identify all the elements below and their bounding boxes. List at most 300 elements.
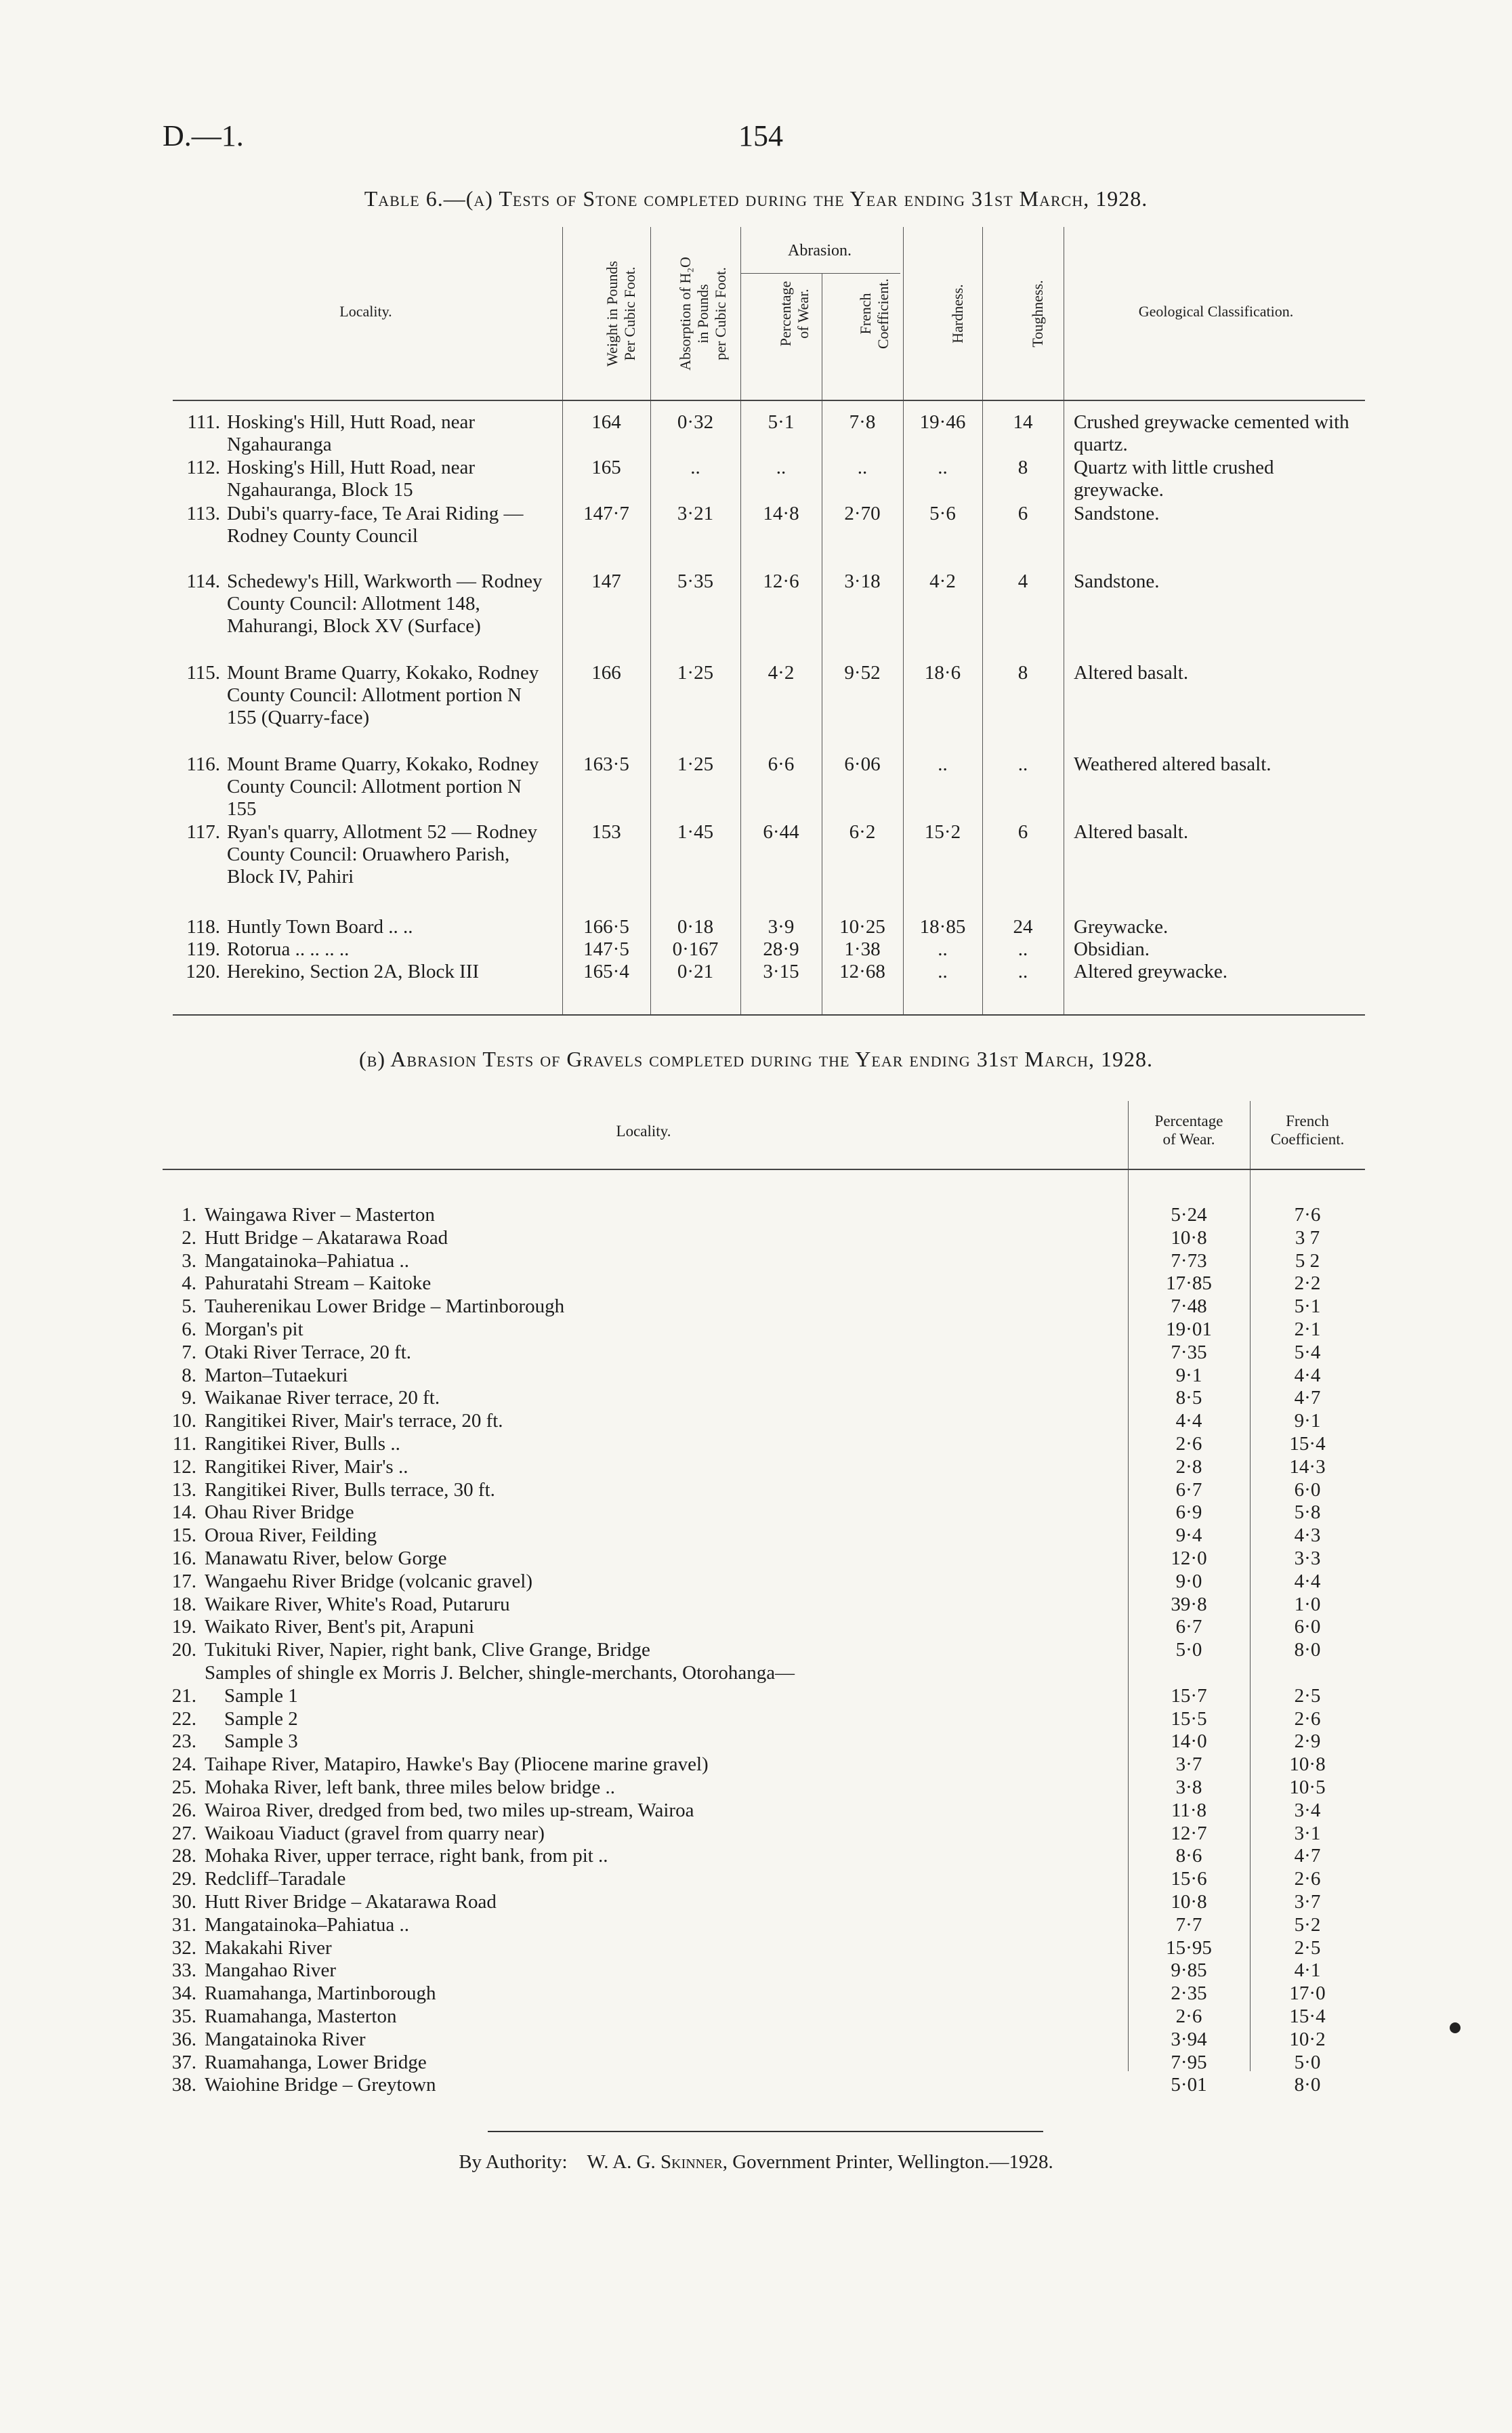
row-number: 19. [171,1616,196,1638]
toughness-cell: 14 [1013,411,1033,433]
row-number: 11. [172,1433,196,1455]
row-number: 6. [182,1318,196,1340]
percentage-wear-cell: 10·8 [1171,1891,1207,1913]
french-coefficient-cell: 6·0 [1294,1478,1321,1501]
french-cell: 10·25 [839,916,885,938]
french-coefficient-cell: 5 2 [1295,1249,1320,1272]
absorption-cell: 3·21 [677,503,714,524]
row-number: 113. [186,503,220,524]
row-number: 10. [171,1410,196,1432]
french-coefficient-cell: 5·8 [1294,1501,1321,1524]
percentage-wear-cell: 9·85 [1171,1959,1207,1982]
row-number: 15. [171,1524,196,1547]
row-number: 112. [186,457,220,478]
percentage-wear-cell: 10·8 [1171,1226,1207,1249]
row-number: 115. [186,662,220,684]
hardness-cell: .. [938,457,948,478]
locality-text: Herekino, Section 2A, Block III [227,961,480,982]
table-row [163,1982,1365,2005]
french-coefficient-cell: 2·6 [1294,1868,1321,1890]
table-row [163,1204,1365,1226]
geology-cell: Altered basalt. [1074,821,1189,843]
locality-cell: Waikato River, Bent's pit, Arapuni [205,1616,474,1638]
row-number: 2. [182,1226,196,1249]
row-number: 7. [182,1341,196,1363]
locality-cell: Mohaka River, upper terrace, right bank, from pit .. [205,1845,608,1867]
hardness-cell: 18·85 [919,916,966,938]
col-percentage-wear: Percentage of Wear. [777,280,812,347]
percentage-wear-cell: 9·4 [1175,1524,1202,1547]
table-row [163,1250,1365,1272]
table-row [163,1730,1365,1753]
french-coefficient-cell: 5·2 [1294,1913,1321,1936]
percentage-wear-cell: 3·7 [1175,1753,1202,1776]
weight-cell: 147·7 [583,503,629,524]
gravel-tests-table [163,1101,1365,2096]
french-coefficient-cell: 9·1 [1294,1410,1321,1432]
wear-cell: 14·8 [763,503,799,524]
percentage-wear-cell: 14·0 [1171,1730,1207,1753]
locality-cell: Tukituki River, Napier, right bank, Clive Grange, Bridge [205,1639,650,1661]
french-coefficient-cell: 3·1 [1294,1822,1321,1844]
row-number: 28. [171,1845,196,1867]
percentage-wear-cell: 2·6 [1175,1433,1202,1455]
row-number: 26. [171,1799,196,1821]
geology-cell: Altered greywacke. [1074,961,1228,982]
locality-cell: Hutt River Bridge – Akatarawa Road [205,1891,497,1913]
locality-cell: Mangahao River [205,1959,337,1982]
table-a-caption: Table 6.—(a) Tests of Stone completed during the Year ending 31st March, 1928. [364,186,1148,211]
weight-cell: 147 [591,570,621,592]
table-row [163,1685,1365,1707]
toughness-cell: 8 [1017,662,1028,684]
geology-cell: Crushed greywacke cemented with quartz. [1074,411,1349,455]
col-percentage-wear: Percentage of Wear. [1154,1112,1223,1148]
table-row [163,2052,1365,2074]
percentage-wear-cell: 7·95 [1171,2051,1207,2073]
french-coefficient-cell: 5·0 [1294,2051,1321,2073]
table-row [163,1959,1365,1982]
percentage-wear-cell: 15·95 [1166,1936,1212,1959]
weight-cell: 166 [591,662,621,684]
table-row [163,1365,1365,1387]
table-row [163,1776,1365,1799]
table-subheading [163,1662,1365,1684]
french-coefficient-cell: 2·2 [1294,1272,1321,1295]
stone-tests-body [173,401,1365,1016]
french-coefficient-cell: 15·4 [1289,2005,1326,2027]
french-cell: 6·06 [844,753,881,775]
percentage-wear-cell: 12·7 [1171,1822,1207,1844]
toughness-cell: 6 [1017,821,1028,843]
table-row [163,1868,1365,1890]
locality-cell: Tauherenikau Lower Bridge – Martinborough [205,1295,565,1318]
table-row [163,1891,1365,1913]
row-number: 32. [171,1936,196,1959]
wear-cell: 3·9 [768,916,795,938]
french-coefficient-cell: 2·1 [1294,1318,1321,1340]
wear-cell: 28·9 [763,938,799,960]
french-coefficient-cell: 4·4 [1294,1570,1321,1592]
row-number: 30. [171,1891,196,1913]
french-coefficient-cell: 3·3 [1294,1547,1321,1569]
table-row [163,1342,1365,1364]
locality-text: Mount Brame Quarry, Kokako, Rodney County Council: Allotment portion N 155 [227,753,539,820]
col-weight: Weight in Pounds Per Cubic Foot. [604,261,638,367]
percentage-wear-cell: 6·7 [1175,1478,1202,1501]
percentage-wear-cell: 7·7 [1175,1913,1202,1936]
percentage-wear-cell: 5·01 [1171,2074,1207,2096]
french-coefficient-cell: 14·3 [1289,1455,1326,1478]
locality-cell: Sample 1 [205,1684,298,1707]
percentage-wear-cell: 3·94 [1171,2028,1207,2050]
percentage-wear-cell: 15·6 [1171,1868,1207,1890]
row-number: 114. [186,570,220,592]
row-number: 23. [171,1730,196,1753]
percentage-wear-cell: 4·4 [1175,1410,1202,1432]
stone-tests-header [173,227,1365,401]
weight-cell: 147·5 [583,938,629,960]
hardness-cell: .. [938,753,948,775]
locality-cell: Waingawa River – Masterton [205,1204,435,1226]
locality-cell: Rangitikei River, Mair's .. [205,1455,408,1478]
percentage-wear-cell: 12·0 [1171,1547,1207,1569]
printer-imprint [0,2151,1512,2174]
french-coefficient-cell: 2·9 [1294,1730,1321,1753]
locality-text: Huntly Town Board .. .. [227,916,413,938]
french-coefficient-cell: 4·1 [1294,1959,1321,1982]
locality-cell: Sample 3 [205,1730,298,1753]
absorption-cell: 5·35 [677,570,714,592]
french-coefficient-cell: 3·7 [1294,1891,1321,1913]
percentage-wear-cell: 7·73 [1171,1249,1207,1272]
table-row [163,1227,1365,1249]
french-coefficient-cell: 8·0 [1294,1639,1321,1661]
geology-cell: Quartz with little crushed greywacke. [1074,457,1274,501]
percentage-wear-cell: 17·85 [1166,1272,1212,1295]
row-number: 9. [182,1387,196,1409]
row-number: 20. [171,1639,196,1661]
percentage-wear-cell: 8·5 [1175,1387,1202,1409]
french-coefficient-cell: 7·6 [1294,1204,1321,1226]
hardness-cell: 15·2 [924,821,961,843]
table-row [163,1937,1365,1959]
hardness-cell: 19·46 [919,411,966,433]
locality-cell: Waikanae River terrace, 20 ft. [205,1387,440,1409]
locality-cell: Oroua River, Feilding [205,1524,377,1547]
row-number: 12. [171,1455,196,1478]
row-number: 111. [187,411,220,433]
page-number: 154 [738,119,783,152]
row-number: 16. [171,1547,196,1569]
row-number: 4. [182,1272,196,1295]
absorption-cell: 1·45 [677,821,714,843]
toughness-cell: .. [1017,961,1028,982]
table-row [163,1616,1365,1638]
french-coefficient-cell: 10·8 [1289,1753,1326,1776]
stone-tests-table [173,227,1365,1016]
absorption-cell: 1·25 [677,753,714,775]
imprint-suffix: , Government Printer, Wellington.—1928. [722,2151,1053,2173]
document-code: D.—1. [163,119,244,152]
table-row [163,2074,1365,2096]
absorption-cell: 1·25 [677,662,714,684]
french-cell: 1·38 [844,938,881,960]
col-toughness: Toughness. [1029,280,1046,348]
percentage-wear-cell: 7·35 [1171,1341,1207,1363]
french-coefficient-cell: 4·7 [1294,1845,1321,1867]
locality-cell: Rangitikei River, Bulls .. [205,1433,400,1455]
french-coefficient-cell: 3·4 [1294,1799,1321,1821]
weight-cell: 166·5 [583,916,629,938]
printer-name: W. A. G. Skinner [587,2151,723,2173]
row-number: 18. [171,1593,196,1615]
table-row [163,1547,1365,1570]
row-number: 37. [171,2051,196,2073]
weight-cell: 164 [591,411,621,433]
french-coefficient-cell: 5·1 [1294,1295,1321,1318]
table-row [163,1914,1365,1936]
geology-cell: Sandstone. [1074,503,1160,524]
locality-text: Mount Brame Quarry, Kokako, Rodney County Council: Allotment portion N 155 (Quarry-face) [227,662,539,728]
locality-cell: Ruamahanga, Lower Bridge [205,2051,427,2073]
table-row [163,1845,1365,1867]
locality-cell: Waikoau Viaduct (gravel from quarry near) [205,1822,545,1844]
gravel-tests-header [163,1101,1365,1170]
absorption-cell: 0·18 [677,916,714,938]
locality-cell: Rangitikei River, Bulls terrace, 30 ft. [205,1478,495,1501]
table-row [163,1479,1365,1501]
table-row [163,1318,1365,1341]
row-number: 22. [171,1707,196,1730]
margin-dot [1450,2022,1461,2033]
page-header [163,119,1362,159]
geology-cell: Greywacke. [1074,916,1169,938]
table-row [163,1295,1365,1318]
col-french-coefficient: French Coefficient. [857,278,891,350]
wear-cell: 5·1 [768,411,795,433]
percentage-wear-cell: 15·5 [1171,1707,1207,1730]
french-coefficient-cell: 3 7 [1295,1226,1320,1249]
row-number: 36. [171,2028,196,2050]
table-row [163,2005,1365,2028]
locality-cell: Wairoa River, dredged from bed, two miles up-stream, Wairoa [205,1799,694,1821]
col-abrasion: Abrasion. [788,242,852,259]
locality-cell: Waikare River, White's Road, Putaruru [205,1593,510,1615]
wear-cell: .. [776,457,786,478]
weight-cell: 165 [591,457,621,478]
hardness-cell: 4·2 [929,570,956,592]
french-coefficient-cell: 1·0 [1294,1593,1321,1615]
percentage-wear-cell: 6·9 [1175,1501,1202,1524]
table-row [163,1708,1365,1730]
locality-cell: Mangatainoka River [205,2028,366,2050]
row-number: 35. [171,2005,196,2027]
locality-text: Schedewy's Hill, Warkworth — Rodney County Council: Allotment 148, Mahurangi, Block XV (Surface) [227,570,543,637]
col-locality: Locality. [616,1123,671,1140]
locality-cell: Wangaehu River Bridge (volcanic gravel) [205,1570,533,1592]
locality-cell: Manawatu River, below Gorge [205,1547,447,1569]
row-number: 34. [171,1982,196,2005]
locality-cell: Morgan's pit [205,1318,303,1340]
wear-cell: 12·6 [763,570,799,592]
hardness-cell: .. [938,938,948,960]
percentage-wear-cell: 2·35 [1171,1982,1207,2005]
percentage-wear-cell: 2·8 [1175,1455,1202,1478]
table-row [163,1524,1365,1547]
locality-text: Hosking's Hill, Hutt Road, near Ngahauranga [227,411,476,455]
table-row [163,1753,1365,1776]
french-coefficient-cell: 10·5 [1289,1776,1326,1798]
geology-cell: Weathered altered basalt. [1074,753,1272,775]
toughness-cell: 24 [1013,916,1033,938]
row-number: 24. [171,1753,196,1776]
locality-cell: Ruamahanga, Masterton [205,2005,397,2027]
french-cell: 3·18 [844,570,881,592]
locality-cell: Ohau River Bridge [205,1501,354,1524]
locality-text: Ryan's quarry, Allotment 52 — Rodney County Council: Oruawhero Parish, Block IV, Pahiri [227,821,538,888]
row-number: 8. [182,1364,196,1386]
col-locality: Locality. [339,303,392,320]
col-absorption: Absorption of H₂O in Pounds per Cubic Foot. [677,257,729,371]
french-cell: 6·2 [849,821,876,843]
row-number: 21. [171,1684,196,1707]
french-coefficient-cell: 5·4 [1294,1341,1321,1363]
table-row [163,1433,1365,1455]
row-number: 14. [171,1501,196,1524]
row-number: 31. [171,1913,196,1936]
table-row [163,1272,1365,1295]
row-number: 116. [186,753,220,775]
absorption-cell: 0·32 [677,411,714,433]
locality-cell: Otaki River Terrace, 20 ft. [205,1341,412,1363]
table-row [163,1823,1365,1845]
col-french-coefficient: French Coefficient. [1270,1112,1345,1148]
locality-text: Hosking's Hill, Hutt Road, near Ngahauranga, Block 15 [227,457,476,501]
percentage-wear-cell: 6·7 [1175,1616,1202,1638]
french-coefficient-cell: 2·6 [1294,1707,1321,1730]
percentage-wear-cell: 9·0 [1175,1570,1202,1592]
locality-cell: Marton–Tutaekuri [205,1364,348,1386]
percentage-wear-cell: 15·7 [1171,1684,1207,1707]
table-b-caption: (b) Abrasion Tests of Gravels completed during the Year ending 31st March, 1928. [359,1047,1153,1071]
percentage-wear-cell: 39·8 [1171,1593,1207,1615]
french-coefficient-cell: 10·2 [1289,2028,1326,2050]
table-row [163,1571,1365,1593]
hardness-cell: 5·6 [929,503,956,524]
locality-cell: Samples of shingle ex Morris J. Belcher, shingle-merchants, Otorohanga— [205,1662,795,1684]
locality-cell: Redcliff–Taradale [205,1868,346,1890]
wear-cell: 6·6 [768,753,795,775]
toughness-cell: 4 [1017,570,1028,592]
geology-cell: Sandstone. [1074,570,1160,592]
row-number: 119. [186,938,220,960]
table-row [163,1456,1365,1478]
wear-cell: 3·15 [763,961,799,982]
col-geological-classification: Geological Classification. [1138,303,1294,320]
row-number: 29. [171,1868,196,1890]
french-coefficient-cell: 4·7 [1294,1387,1321,1409]
french-cell: 7·8 [849,411,876,433]
weight-cell: 163·5 [583,753,629,775]
locality-cell: Mangatainoka–Pahiatua .. [205,1249,409,1272]
locality-cell: Taihape River, Matapiro, Hawke's Bay (Pliocene marine gravel) [205,1753,709,1776]
imprint-prefix: By Authority: [459,2151,568,2173]
percentage-wear-cell: 5·0 [1175,1639,1202,1661]
locality-text: Rotorua .. .. .. .. [227,938,350,960]
percentage-wear-cell: 5·24 [1171,1204,1207,1226]
french-coefficient-cell: 6·0 [1294,1616,1321,1638]
table-row [163,2029,1365,2051]
absorption-cell: 0·21 [677,961,714,982]
row-number: 5. [182,1295,196,1318]
french-coefficient-cell: 2·5 [1294,1936,1321,1959]
toughness-cell: 8 [1017,457,1028,478]
percentage-wear-cell: 2·6 [1175,2005,1202,2027]
geology-cell: Obsidian. [1074,938,1150,960]
table-row [163,1639,1365,1661]
table-row [163,1800,1365,1822]
wear-cell: 6·44 [763,821,799,843]
locality-cell: Pahuratahi Stream – Kaitoke [205,1272,432,1295]
hardness-cell: 18·6 [924,662,961,684]
table-row [163,1387,1365,1409]
french-coefficient-cell: 4·4 [1294,1364,1321,1386]
french-coefficient-cell: 17·0 [1289,1982,1326,2005]
toughness-cell: .. [1017,938,1028,960]
locality-cell: Hutt Bridge – Akatarawa Road [205,1226,448,1249]
percentage-wear-cell: 8·6 [1175,1845,1202,1867]
row-number: 33. [171,1959,196,1982]
row-number: 1. [182,1204,196,1226]
percentage-wear-cell: 11·8 [1171,1799,1207,1821]
locality-cell: Ruamahanga, Martinborough [205,1982,436,2005]
absorption-cell: 0·167 [672,938,719,960]
wear-cell: 4·2 [768,662,795,684]
geology-cell: Altered basalt. [1074,662,1189,684]
percentage-wear-cell: 3·8 [1175,1776,1202,1798]
locality-cell: Mangatainoka–Pahiatua .. [205,1913,409,1936]
toughness-cell: .. [1017,753,1028,775]
row-number: 25. [171,1776,196,1798]
hardness-cell: .. [938,961,948,982]
row-number: 118. [186,916,220,938]
french-cell: .. [857,457,868,478]
french-coefficient-cell: 4·3 [1294,1524,1321,1547]
row-number: 120. [186,961,220,982]
footer-rule [488,2131,1043,2132]
row-number: 3. [182,1249,196,1272]
weight-cell: 165·4 [583,961,629,982]
locality-cell: Waiohine Bridge – Greytown [205,2074,436,2096]
row-number: 38. [171,2074,196,2096]
french-coefficient-cell: 15·4 [1289,1433,1326,1455]
percentage-wear-cell: 7·48 [1171,1295,1207,1318]
col-hardness: Hardness. [949,284,966,344]
percentage-wear-cell: 19·01 [1166,1318,1212,1340]
locality-cell: Mohaka River, left bank, three miles below bridge .. [205,1776,616,1798]
toughness-cell: 6 [1017,503,1028,524]
locality-cell: Rangitikei River, Mair's terrace, 20 ft. [205,1410,503,1432]
french-cell: 2·70 [844,503,881,524]
french-coefficient-cell: 2·5 [1294,1684,1321,1707]
gravel-tests-body [163,1170,1365,2096]
french-cell: 9·52 [844,662,881,684]
table-row [163,1410,1365,1432]
table-row [163,1501,1365,1524]
row-number: 13. [171,1478,196,1501]
weight-cell: 153 [591,821,621,843]
